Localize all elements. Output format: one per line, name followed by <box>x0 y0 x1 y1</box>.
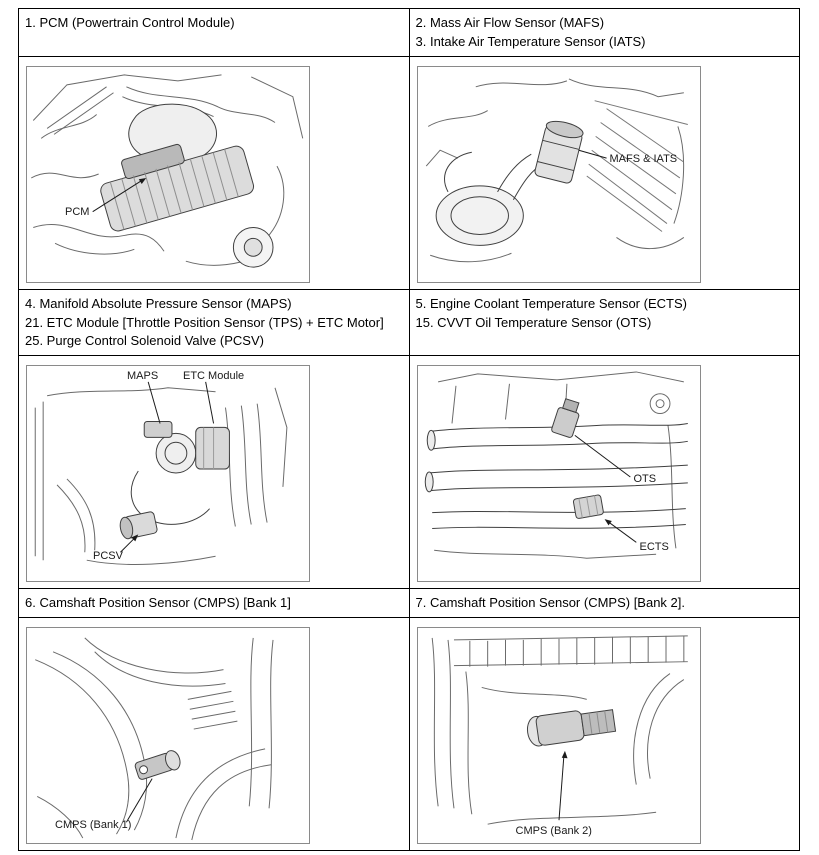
diagram-maps-etc-pcsv <box>26 365 310 582</box>
legend-item-ots: 15. CVVT Oil Temperature Sensor (OTS) <box>415 314 652 330</box>
mafs-iats-callout-label: MAFS & IATS <box>609 152 678 165</box>
cmps-bank2-callout-label: CMPS (Bank 2) <box>515 825 592 838</box>
diagram-cell-cmps-bank2 <box>409 618 800 851</box>
diagram-row-3 <box>19 618 800 851</box>
maps-etc-line-art <box>27 366 309 581</box>
legend-item-maps: 4. Manifold Absolute Pressure Sensor (MAPS) <box>25 295 292 311</box>
diagram-cmps-bank2 <box>417 627 701 844</box>
ects-leader-arrowhead <box>604 519 611 525</box>
diagram-ots-ects <box>417 365 701 582</box>
legend-row-1 <box>19 9 800 57</box>
maps-callout-label: MAPS <box>127 370 159 383</box>
legend-item-ects: 5. Engine Coolant Temperature Sensor (ECTS) <box>415 295 687 311</box>
legend-cell-maps-etc-pcsv <box>19 289 410 356</box>
diagram-cmps-bank1 <box>26 627 310 844</box>
legend-item-pcm: 1. PCM (Powertrain Control Module) <box>25 15 235 30</box>
diagram-cell-cmps-bank1 <box>19 618 410 851</box>
legend-item-pcsv: 25. Purge Control Solenoid Valve (PCSV) <box>25 333 264 349</box>
pcm-line-art <box>27 67 309 282</box>
legend-item-cmps-bank2: 7. Camshaft Position Sensor (CMPS) [Bank 2]. <box>415 595 685 611</box>
diagram-pcm <box>26 66 310 283</box>
legend-cell-mafs-iats <box>409 9 800 57</box>
legend-row-2 <box>19 289 800 356</box>
diagram-cell-ots-ects <box>409 356 800 589</box>
cmps-bank1-callout-label: CMPS (Bank 1) <box>55 819 132 832</box>
ots-callout-label: OTS <box>633 473 657 486</box>
diagram-cell-maps-etc-pcsv <box>19 356 410 589</box>
pcsv-callout-label: PCSV <box>93 550 123 563</box>
cmps-bank2-line-art <box>418 628 700 843</box>
legend-cell-ects-ots <box>409 289 800 356</box>
legend-cell-pcm <box>19 9 410 57</box>
legend-cell-cmps-bank2 <box>409 589 800 618</box>
component-location-table <box>18 8 800 851</box>
mafs-line-art <box>418 67 700 282</box>
legend-item-cmps-bank1: 6. Camshaft Position Sensor (CMPS) [Bank 1] <box>25 595 291 611</box>
legend-cell-cmps-bank1 <box>19 589 410 618</box>
diagram-row-1 <box>19 56 800 289</box>
diagram-row-2 <box>19 356 800 589</box>
diagram-mafs-iats <box>417 66 701 283</box>
legend-item-etc-module: 21. ETC Module [Throttle Position Sensor (TPS) + ETC Motor] <box>25 314 384 330</box>
cmps-bank2-leader-arrowhead <box>561 751 567 758</box>
diagram-cell-pcm <box>19 56 410 289</box>
legend-row-3 <box>19 589 800 618</box>
cmps-bank1-line-art <box>27 628 309 843</box>
diagram-cell-mafs-iats <box>409 56 800 289</box>
ects-callout-label: ECTS <box>639 541 669 554</box>
pcm-callout-label: PCM <box>65 205 90 218</box>
etc-module-callout-label: ETC Module <box>183 370 245 383</box>
legend-item-iats: 3. Intake Air Temperature Sensor (IATS) <box>415 33 646 49</box>
legend-item-mafs: 2. Mass Air Flow Sensor (MAFS) <box>415 15 605 30</box>
